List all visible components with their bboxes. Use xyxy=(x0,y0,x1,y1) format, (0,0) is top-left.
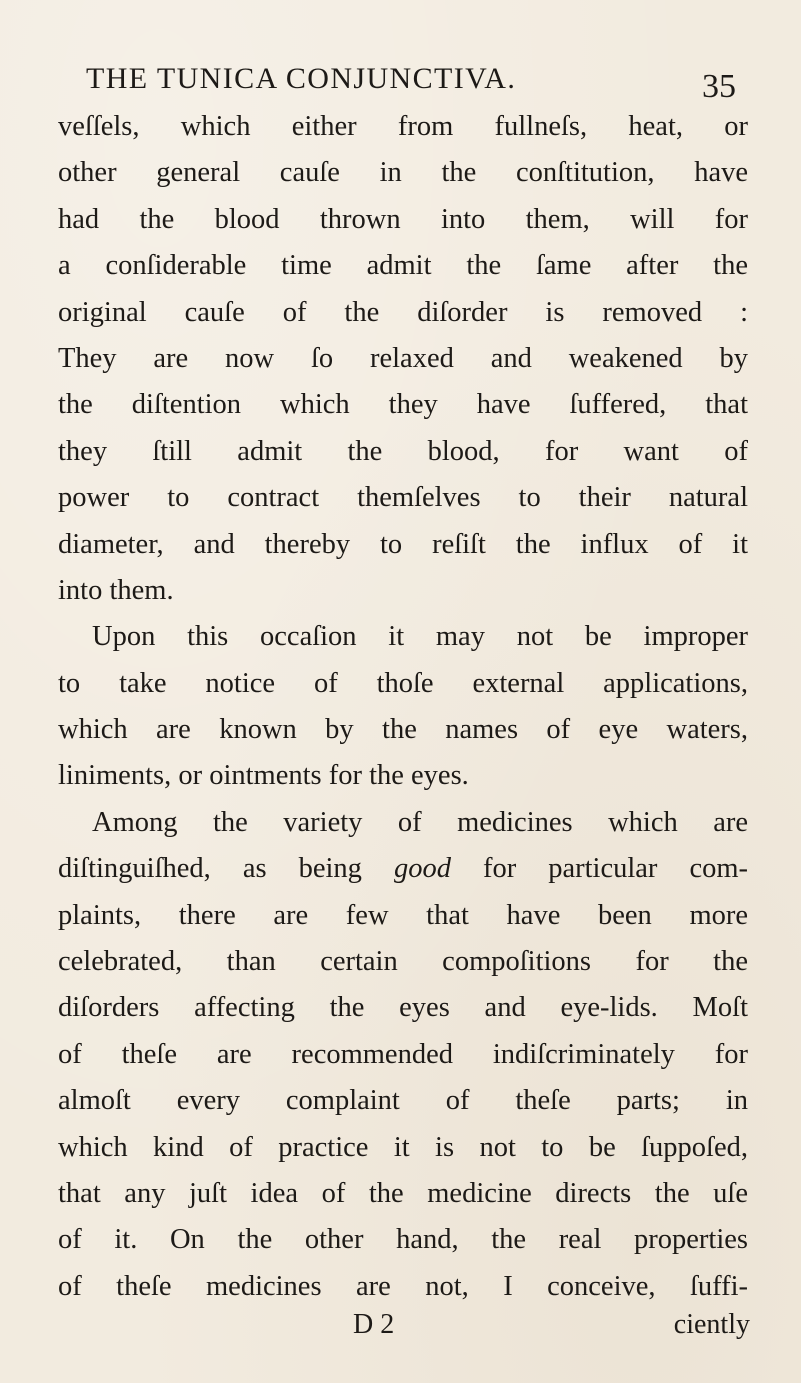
text-line: of theſe are recommended indiſcriminately for xyxy=(58,1038,748,1070)
text-line: which kind of practice it is not to be ſuppoſed, xyxy=(58,1131,748,1163)
catchword: ciently xyxy=(673,1309,750,1340)
page-number: 35 xyxy=(702,68,736,105)
text-line: power to contract themſelves to their natural xyxy=(58,482,748,514)
text-line: the diſtention which they have ſuffered, that xyxy=(58,389,748,421)
text-line: They are now ſo relaxed and weakened by xyxy=(58,342,748,374)
text-line: had the blood thrown into them, will for xyxy=(58,203,748,235)
text-line: diſorders affecting the eyes and eye-lids. Moſt xyxy=(58,992,748,1024)
page-footer xyxy=(60,1302,750,1348)
text-line: plaints, there are few that have been more xyxy=(58,899,748,931)
text-line: celebrated, than certain compoſitions for the xyxy=(58,946,748,978)
text-line: to take notice of thoſe external applications, xyxy=(58,667,748,699)
paragraph-end-line: liniments, or ointments for the eyes. xyxy=(58,760,469,792)
running-title: THE TUNICA CONJUNCTIVA. xyxy=(86,62,517,95)
text-line: original cauſe of the diſorder is removed : xyxy=(58,296,748,328)
paragraph-start-line: Among the variety of medicines which are xyxy=(92,806,748,838)
text-line: diameter, and thereby to reſiſt the influx of it xyxy=(58,528,748,560)
italic-word: good xyxy=(393,853,451,885)
body-text xyxy=(58,104,748,1310)
text-line: they ſtill admit the blood, for want of xyxy=(58,435,748,467)
text-line: which are known by the names of eye waters, xyxy=(58,714,748,746)
text-line: veſſels, which either from fullneſs, heat, or xyxy=(58,111,748,142)
text-line: a conſiderable time admit the ſame after the xyxy=(58,250,748,282)
paragraph-start-line: Upon this occaſion it may not be improper xyxy=(92,621,748,653)
text-line: other general cauſe in the conſtitution, have xyxy=(58,157,748,189)
text-line: of theſe medicines are not, I conceive, ſuffi- xyxy=(58,1270,748,1302)
text-line: almoſt every complaint of theſe parts; in xyxy=(58,1085,748,1117)
running-head xyxy=(86,62,736,106)
text-line: of it. On the other hand, the real properties xyxy=(58,1224,748,1256)
paragraph-end-line: into them. xyxy=(58,574,174,606)
signature-mark: D 2 xyxy=(353,1309,395,1340)
text-line: diſtinguiſhed, as being good for particular com- xyxy=(58,853,748,885)
text-line: that any juſt idea of the medicine directs the uſe xyxy=(58,1177,748,1209)
